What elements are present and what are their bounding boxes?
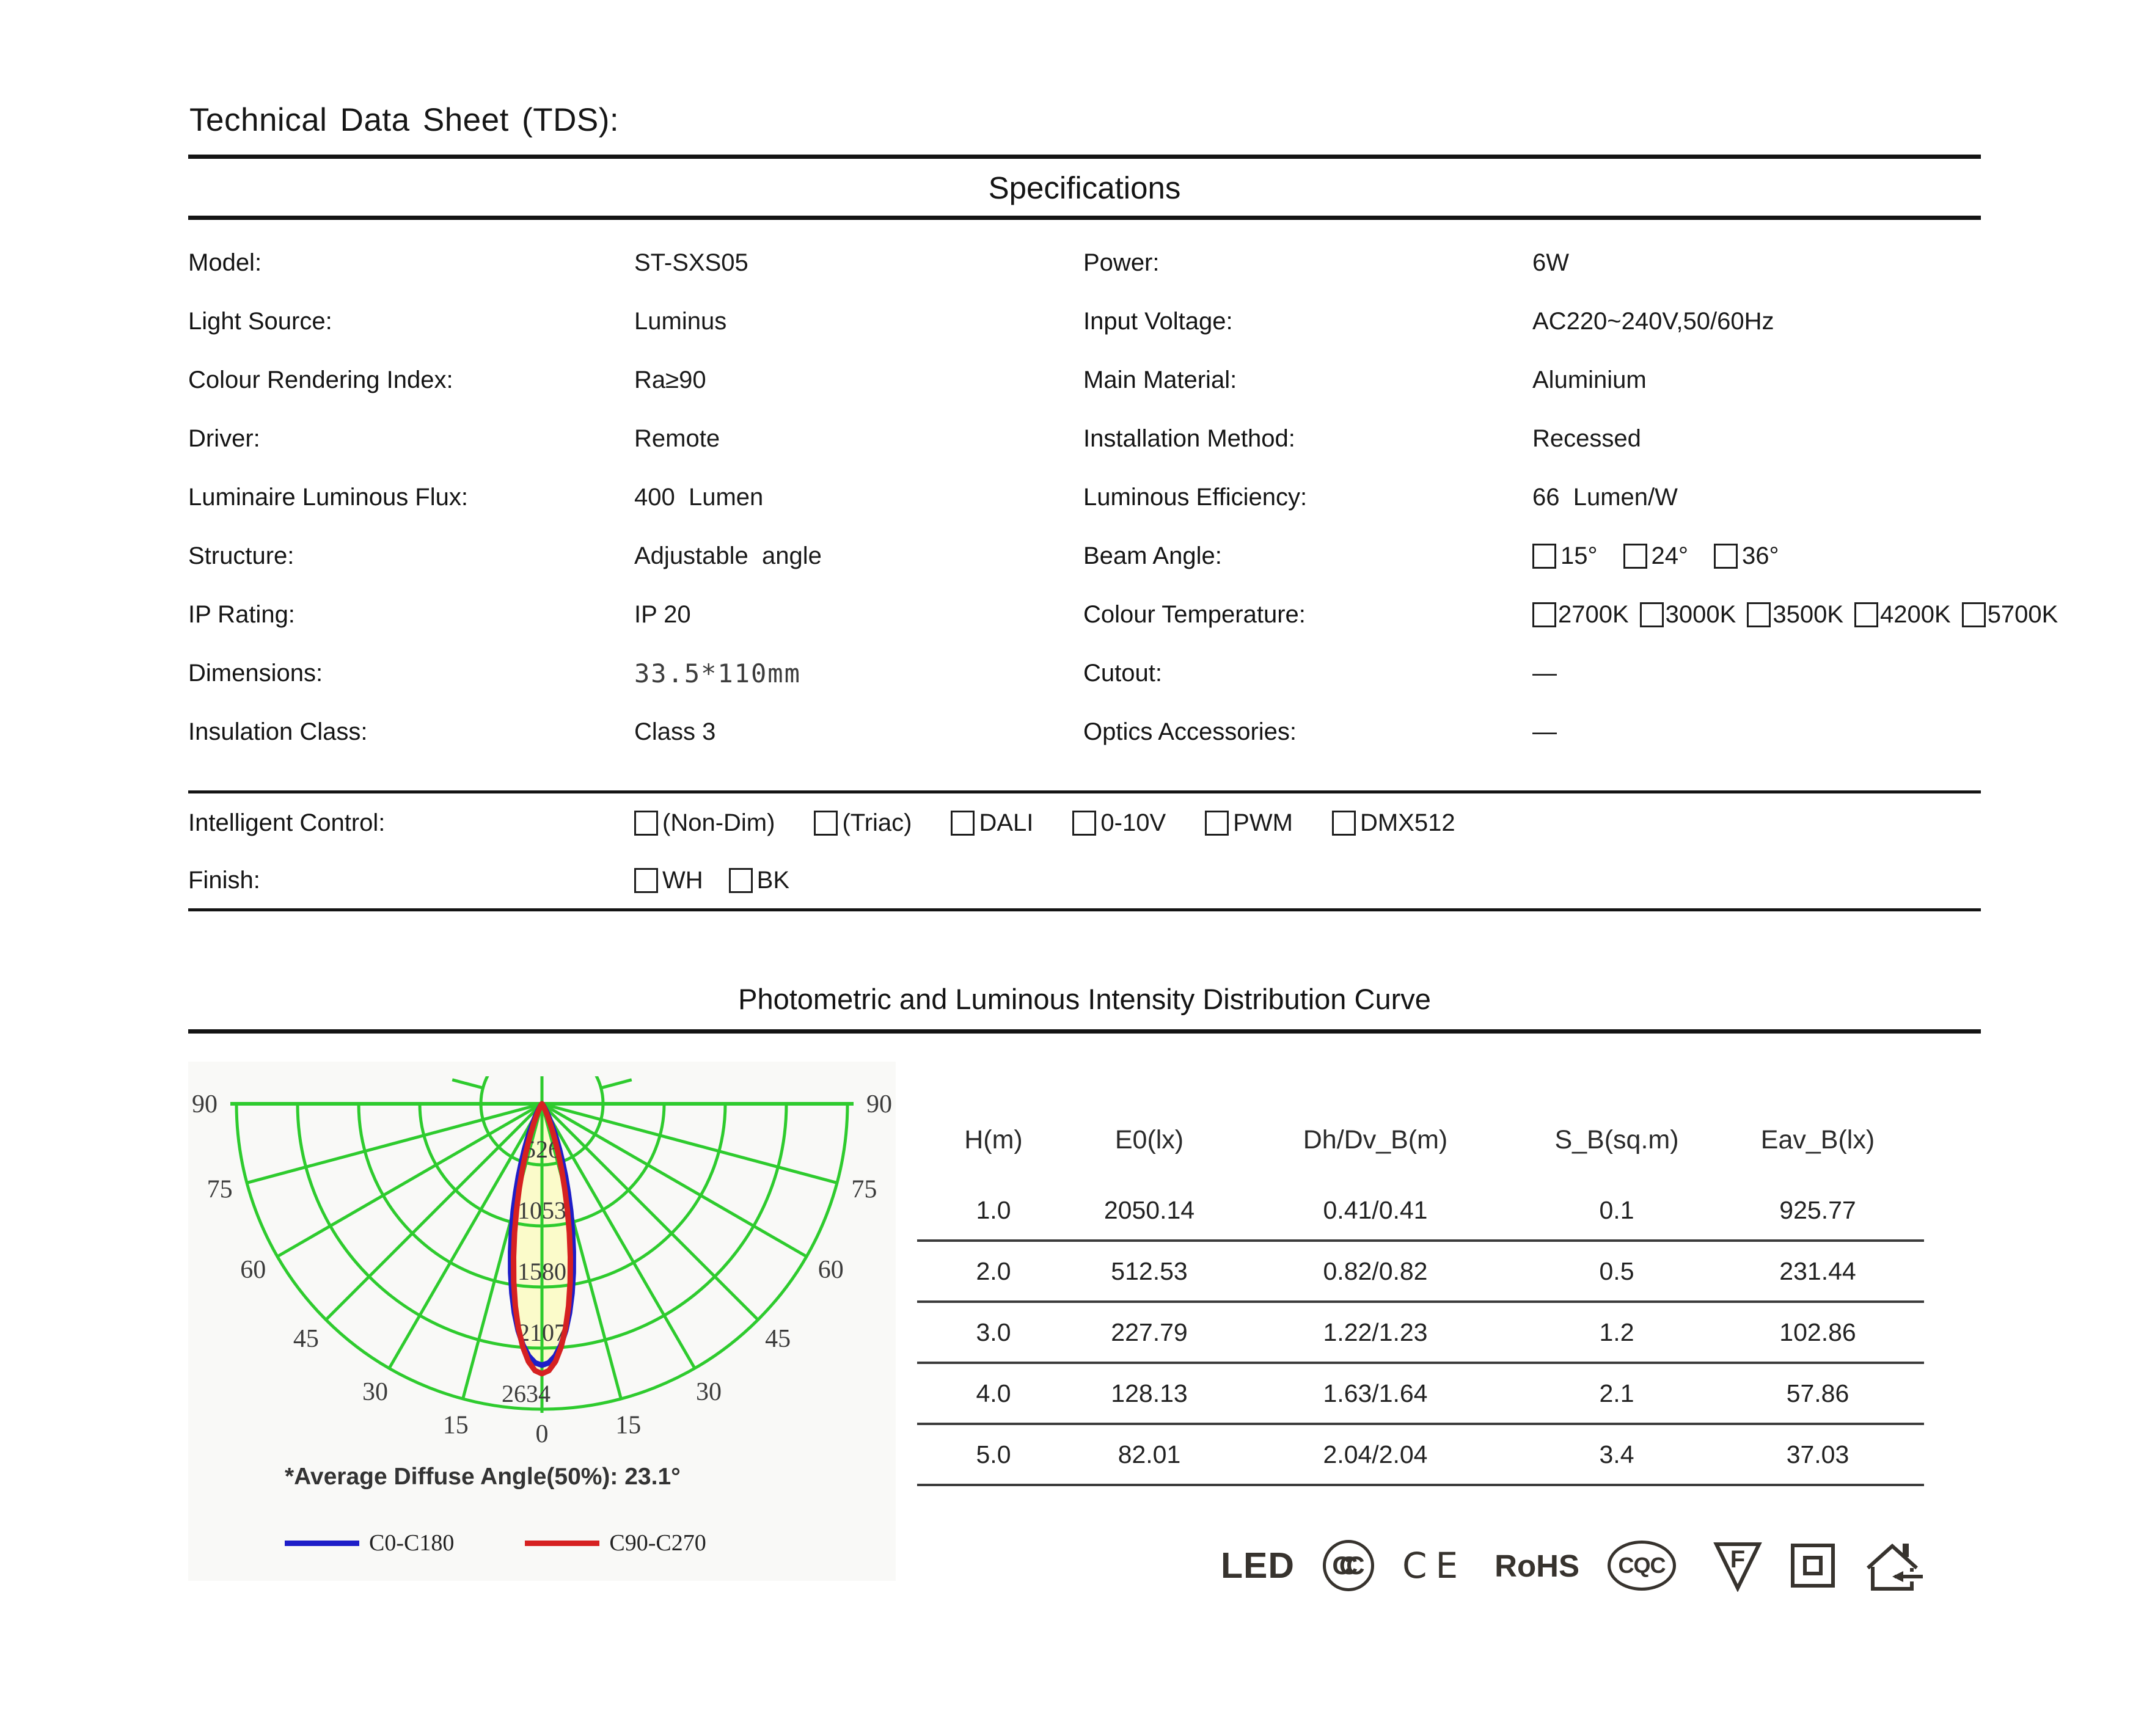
spec-label: Main Material: [1083,366,1237,393]
table-cell: 2.0 [976,1257,1011,1285]
spec-value: IP 20 [634,600,691,628]
angle-tick-label: 90 [866,1090,892,1118]
checkbox[interactable] [951,811,975,836]
checkbox-label: DALI [979,809,1034,836]
legend-swatch [285,1541,359,1546]
table-header: S_B(sq.m) [1554,1125,1679,1154]
ring-value-label: 1053 [518,1197,566,1224]
polar-grid-radial [277,1104,542,1256]
checkbox-option [1623,542,1689,570]
class-ii-insulation-icon [1791,1544,1835,1588]
checkbox-option [1640,601,1736,629]
table-cell: 1.0 [976,1196,1011,1224]
table-cell: 37.03 [1786,1440,1849,1468]
chart-legend [285,1530,896,1556]
legend-item [525,1530,706,1556]
spec-label: Intelligent Control: [188,809,386,836]
spec-value: AC220~240V,50/60Hz [1532,307,1774,335]
checkbox[interactable] [1532,602,1556,627]
polar-grid-radial-stub [601,1080,632,1088]
certification-marks [917,1539,1924,1592]
cqc-certification-icon: CQC [1608,1541,1676,1591]
table-row [917,1242,1924,1303]
document-page [188,0,2058,1592]
spec-label: Colour Temperature: [1083,600,1306,628]
spec-label: Colour Rendering Index: [188,366,453,393]
polar-intensity-chart [191,1076,893,1455]
photometric-chart-block [188,1062,896,1581]
spec-label: Input Voltage: [1083,307,1233,335]
ring-value-label: 1580 [518,1258,566,1285]
spec-label: Luminous Efficiency: [1083,483,1308,511]
checkbox-option [634,809,775,837]
checkbox-label: (Triac) [842,809,912,836]
spec-value: Remote [634,425,720,452]
spec-value: — [1532,718,1557,745]
inner-square [1803,1556,1823,1575]
checkbox-option [1854,601,1951,629]
spec-checkbox-group [1532,585,2058,644]
led-mark: LED [1221,1545,1295,1586]
table-cell: 231.44 [1779,1257,1856,1285]
spec-value: Ra≥90 [634,366,706,393]
spec-value: Aluminium [1532,366,1647,393]
intelligent-control-row [188,793,1981,852]
table-cell: 4.0 [976,1379,1011,1407]
ring-value-label: 526 [524,1136,560,1163]
checkbox-label: BK [756,866,789,894]
table-header: Dh/Dv_B(m) [1303,1125,1448,1154]
table-cell: 102.86 [1779,1318,1856,1346]
spec-label: Dimensions: [188,659,323,687]
spec-value: 66 Lumen/W [1532,483,1678,511]
checkbox-option [951,809,1033,837]
table-cell: 1.2 [1599,1318,1634,1346]
svg-text:F: F [1730,1546,1746,1573]
checkbox[interactable] [1747,602,1771,627]
page-title: Technical Data Sheet (TDS): [189,102,620,138]
rohs-certification-icon: RoHS [1495,1548,1579,1583]
checkbox[interactable] [1640,602,1664,627]
spec-label: Optics Accessories: [1083,718,1297,745]
legend-label: C90-C270 [609,1530,706,1556]
spec-label: Driver: [188,425,260,452]
divider [188,155,1981,159]
table-cell: 512.53 [1111,1257,1188,1285]
table-row [917,1303,1924,1364]
photometric-table-block [896,1062,1981,1592]
table-header-row [917,1125,1924,1155]
spec-label: Insulation Class: [188,718,368,745]
spec-value: Adjustable angle [634,542,822,569]
checkbox-option [1072,809,1166,837]
checkbox-option [814,809,912,837]
checkbox[interactable] [1532,544,1556,569]
ring-value-label: 2107 [518,1319,566,1346]
polar-grid-radial [542,1104,807,1256]
table-row [917,1364,1924,1425]
spec-value: Luminus [634,307,727,335]
finish-options [634,867,1981,894]
table-row [917,1181,1924,1242]
table-cell: 1.63/1.64 [1323,1379,1428,1407]
spec-value: 400 Lumen [634,483,764,511]
legend-swatch [525,1541,599,1546]
checkbox-option [729,867,789,894]
table-cell: 1.22/1.23 [1323,1318,1428,1346]
photometric-section [188,1062,1981,1592]
table-cell: 128.13 [1111,1379,1188,1407]
spec-label: Model: [188,249,262,276]
polar-grid-radial-stub [452,1080,483,1088]
checkbox-label: 2700K [1558,600,1629,628]
checkbox-label: 24° [1651,542,1688,569]
checkbox-option [1332,809,1455,837]
photometric-heading: Photometric and Luminous Intensity Distribution Curve [738,983,1431,1015]
spec-label: IP Rating: [188,600,295,628]
table-cell: 57.86 [1786,1379,1849,1407]
table-header: H(m) [964,1125,1023,1154]
ring-value-label: 2634 [502,1380,551,1407]
table-cell: 0.82/0.82 [1323,1257,1428,1285]
checkbox-label: PWM [1233,809,1293,836]
checkbox-label: 0-10V [1100,809,1166,836]
checkbox-option [1962,601,2058,629]
table-cell: 0.1 [1599,1196,1634,1224]
angle-tick-label: 15 [442,1411,469,1440]
angle-tick-label: 45 [293,1325,319,1354]
checkbox[interactable] [1332,811,1356,836]
checkbox[interactable] [1714,544,1738,569]
checkbox-label: DMX512 [1359,809,1455,836]
spec-value: ST-SXS05 [634,249,748,276]
checkbox-label: WH [662,866,703,894]
spec-label: Light Source: [188,307,332,335]
checkbox-option [1205,809,1293,837]
checkbox-label: 4200K [1880,600,1951,628]
checkbox-option [1532,601,1629,629]
angle-tick-label: 60 [818,1256,844,1284]
table-cell: 3.4 [1599,1440,1634,1468]
table-cell: 3.0 [976,1318,1011,1346]
spec-value: Recessed [1532,425,1641,452]
polar-grid-radial [247,1104,542,1183]
table-header: E0(lx) [1114,1125,1184,1154]
divider [188,1029,1981,1034]
angle-tick-label: 75 [851,1175,877,1204]
angle-tick-label: 60 [240,1256,266,1284]
specifications-table [188,233,2058,761]
table-row [917,1425,1924,1486]
checkbox[interactable] [634,811,658,836]
angle-tick-label: 30 [362,1377,388,1406]
angle-tick-label: 75 [207,1175,233,1204]
spec-label: Luminaire Luminous Flux: [188,483,468,511]
angle-tick-label: 15 [615,1411,642,1440]
table-cell: 0.41/0.41 [1323,1196,1428,1224]
checkbox[interactable] [1854,602,1878,627]
checkbox[interactable] [1962,602,1986,627]
checkbox-option [1747,601,1843,629]
illuminance-table [917,1125,1924,1486]
checkbox[interactable] [1205,811,1229,836]
specifications-heading: Specifications [988,170,1181,205]
ccc-certification-icon: CCC [1323,1540,1374,1591]
checkbox-label: 36° [1742,542,1779,569]
spec-label: Finish: [188,866,260,894]
table-cell: 0.5 [1599,1257,1634,1285]
legend-item [285,1530,454,1556]
checkbox[interactable] [634,868,658,893]
indoor-use-house-icon [1863,1539,1924,1592]
angle-tick-label: 0 [535,1420,549,1448]
finish-row [188,852,1981,908]
ce-certification-icon: CE [1402,1545,1467,1586]
intelligent-control-options [634,809,1981,837]
spec-value: 6W [1532,249,1569,276]
legend-label: C0-C180 [369,1530,455,1556]
spec-label: Installation Method: [1083,425,1295,452]
angle-tick-label: 45 [765,1325,791,1354]
checkbox-option [634,867,703,894]
checkbox-label: 5700K [1987,600,2058,628]
spec-value: 33.5*110mm [634,658,801,688]
spec-value: Class 3 [634,718,716,745]
divider [188,908,1981,911]
table-header: Eav_B(lx) [1760,1125,1875,1154]
table-cell: 227.79 [1111,1318,1188,1346]
table-cell: 5.0 [976,1440,1011,1468]
spec-label: Power: [1083,249,1160,276]
angle-tick-label: 90 [192,1090,218,1118]
checkbox[interactable] [1072,811,1096,836]
spec-label: Beam Angle: [1083,542,1222,569]
checkbox-label: 3000K [1665,600,1736,628]
f-mark-icon [1713,1539,1763,1592]
divider [188,216,1981,220]
spec-checkbox-group [1532,527,1981,585]
table-cell: 2050.14 [1103,1196,1195,1224]
spec-label: Cutout: [1083,659,1162,687]
checkbox-label: 15° [1560,542,1598,569]
table-cell: 2.04/2.04 [1323,1440,1428,1468]
checkbox-label: (Non-Dim) [662,809,775,836]
checkbox[interactable] [1623,544,1647,569]
spec-label: Structure: [188,542,295,569]
table-cell: 2.1 [1599,1379,1634,1407]
spec-value: — [1532,659,1557,687]
checkbox-option [1532,542,1598,570]
checkbox[interactable] [729,868,753,893]
checkbox[interactable] [814,811,838,836]
polar-grid-radial [542,1104,837,1183]
average-diffuse-angle-caption: *Average Diffuse Angle(50%): 23.1° [285,1464,681,1490]
checkbox-option [1714,542,1779,570]
checkbox-label: 3500K [1773,600,1844,628]
angle-tick-label: 30 [696,1377,722,1406]
table-cell: 82.01 [1118,1440,1181,1468]
table-cell: 925.77 [1779,1196,1856,1224]
